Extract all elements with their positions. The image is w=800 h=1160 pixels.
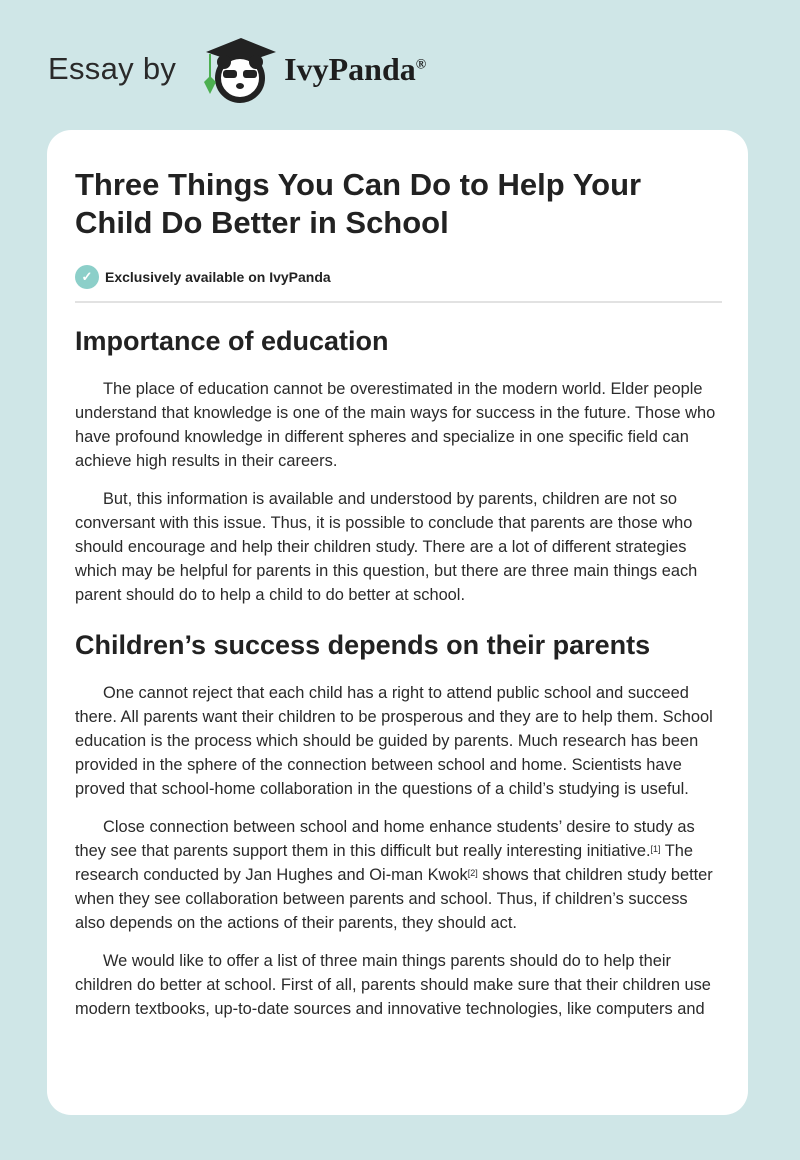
paragraph: One cannot reject that each child has a right to attend public school and succeed there. All parents want their children to be prosperous and they are to help them. School education is the process which should be guided by parents. Much research has been provided in the sphere of the connection between school and home. Scientists have proved that school-home collaboration in the questions of a child’s studying is useful.: [75, 684, 713, 798]
footnote-ref-2[interactable]: [2]: [467, 868, 478, 878]
divider: [75, 301, 722, 303]
paragraph: But, this information is available and understood by parents, children are not so conversant with this issue. Thus, it is possible to conclude that parents are those who should encourage and help their children study. There are a lot of different strategies which may be helpful for parents in this question, but there are three main things each parent should do to help a child to do better at school.: [75, 490, 698, 604]
exclusive-badge: ✓ Exclusively available on IvyPanda: [75, 265, 722, 289]
essay-card: [47, 130, 748, 1115]
ivypanda-logo-icon[interactable]: [196, 34, 282, 104]
essay-by-label: Essay by: [48, 51, 177, 86]
brand-name[interactable]: IvyPanda®: [284, 50, 427, 87]
section-heading: Children’s success depends on their parents: [75, 630, 651, 660]
section-heading: Importance of education: [75, 326, 389, 356]
paragraph: The place of education cannot be overestimated in the modern world. Elder people understand that knowledge is one of the main ways for success in the future. Those who have profound knowledge in different spheres and specialize in one specific field can achieve high results in their careers.: [75, 380, 716, 470]
site-header: [48, 34, 426, 104]
paragraph: Close connection between school and home enhance students’ desire to study as they see that parents support them in this difficult but really interesting initiative.[1] The research conducted by Jan Hughes and Oi-man Kwok[2] shows that children study better when they see collaboration between parents and school. Thus, if children’s success also depends on the actions of their parents, they should act.: [75, 818, 713, 932]
essay-title: Three Things You Can Do to Help Your Child Do Better in School: [75, 167, 642, 240]
check-icon: ✓: [75, 265, 99, 289]
paragraph: We would like to offer a list of three main things parents should do to help their children do better at school. First of all, parents should make sure that their children use modern textbooks, up-to-date sources and innovative technologies, like computers and: [75, 952, 711, 1018]
footnote-ref-1[interactable]: [1]: [650, 844, 661, 854]
